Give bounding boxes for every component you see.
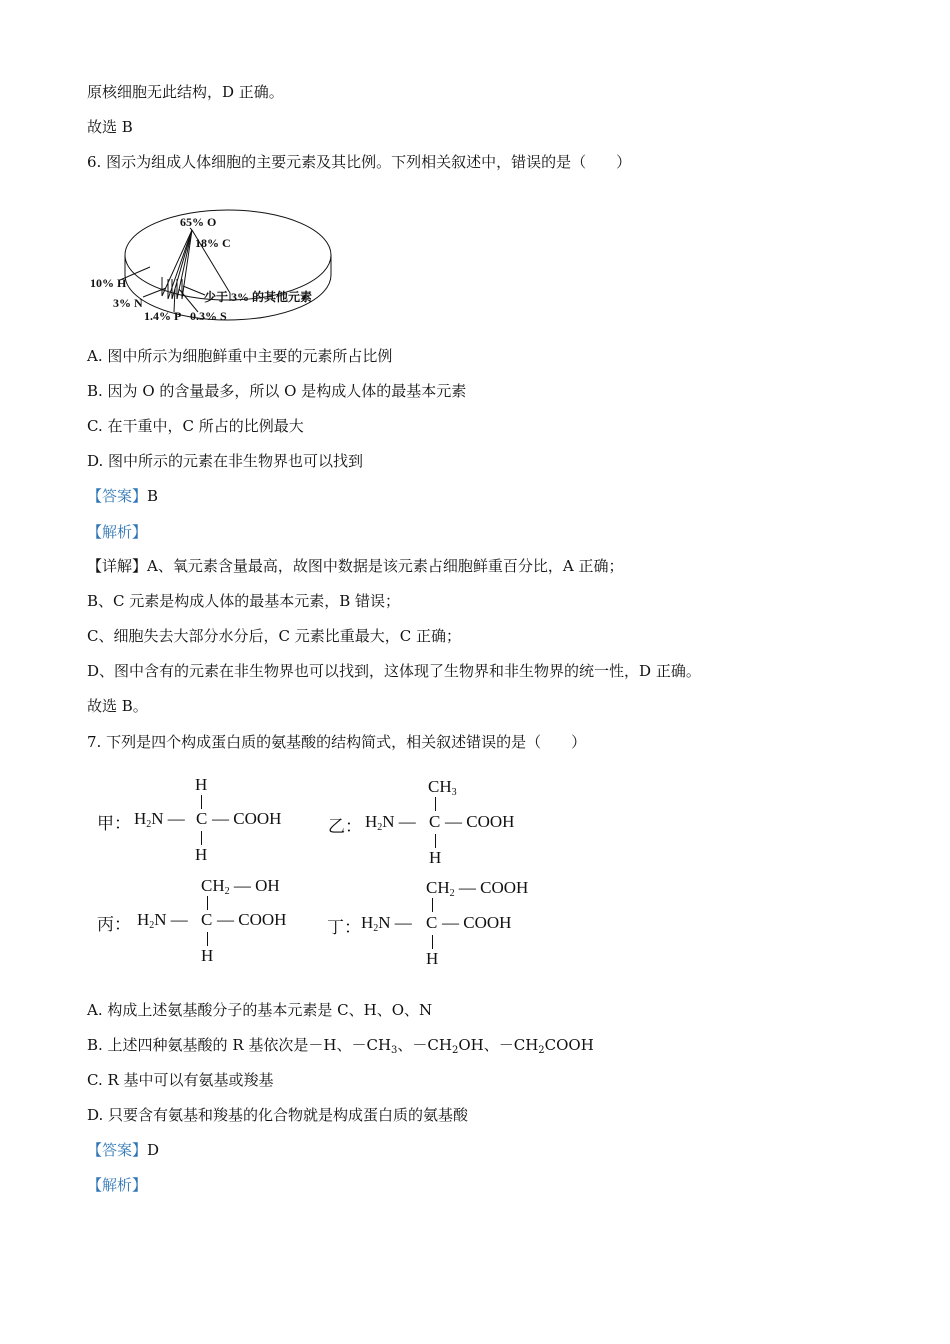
answer-tag: 【答案】 [87,487,148,505]
element-pie-chart [80,183,340,328]
molecule-name: 丁： [327,918,361,937]
label-p: 1.4% P [144,309,182,323]
carboxyl-group: — COOH [442,913,512,932]
text-line: 故选 B [87,118,133,136]
leader-other [183,286,205,295]
top-group: $CH_2$ — COOH [426,878,529,899]
molecule-yi [328,777,548,872]
bond [432,898,433,912]
bond [207,896,208,910]
bottom-group: H [195,845,208,864]
top-group: H [195,775,208,794]
option-c: C. 在干重中，C 所占的比例最大 [87,417,304,435]
carboxyl-group: — COOH [212,809,282,828]
label-o: 65% O [180,215,217,229]
alpha-carbon: C [426,913,438,932]
bond [432,935,433,949]
bond [435,797,436,811]
molecule-bing [97,876,327,971]
alpha-carbon: C [429,812,441,831]
detail-2: B、C 元素是构成人体的最基本元素，B 错误； [87,592,401,610]
label-s: 0.3% S [190,309,227,323]
answer-6 [87,486,158,506]
amino-group: $H_2N$ — [134,809,185,830]
label-h: 10% H [90,276,127,290]
question-7: 7. 下列是四个构成蛋白质的氨基酸的结构简式，相关叙述错误的是（ ） [87,733,587,751]
alpha-carbon: C [201,910,213,929]
question-6: 6. 图示为组成人体细胞的主要元素及其比例。下列相关叙述中，错误的是（ ） [87,153,632,171]
bond [435,834,436,848]
detail-tag: 【详解】 [87,557,148,575]
analysis-label: 【解析】 [87,1176,148,1194]
analysis-tag [87,522,147,542]
text-line: 原核细胞无此结构，D 正确。 [87,83,284,101]
amino-group: $H_2N$ — [361,913,412,934]
answer-value: D [147,1141,160,1159]
answer-value: B [147,487,159,505]
top-group: $CH_3$ [428,777,457,798]
label-n: 3% N [113,296,143,310]
molecule-jia [97,775,307,870]
carboxyl-group: — COOH [217,910,287,929]
q7-option-a: A. 构成上述氨基酸分子的基本元素是 C、H、O、N [87,1001,433,1019]
alpha-carbon: C [196,809,208,828]
analysis-tag-7 [87,1175,147,1195]
molecule-name: 甲： [97,814,131,833]
answer-tag: 【答案】 [87,1141,148,1159]
molecule-name: 丙： [97,915,131,934]
amino-group: $H_2N$ — [137,910,188,931]
q7-option-c: C. R 基中可以有氨基或羧基 [87,1071,274,1089]
detail-4: D、图中含有的元素在非生物界也可以找到，这体现了生物界和非生物界的统一性，D 正确。 [87,662,701,680]
detail-text: A、氧元素含量最高，故图中数据是该元素占细胞鲜重百分比，A 正确； [147,557,624,575]
q7-option-d: D. 只要含有氨基和羧基的化合物就是构成蛋白质的氨基酸 [87,1106,469,1124]
detail-3: C、细胞失去大部分水分后，C 元素比重最大，C 正确； [87,627,461,645]
bottom-group: H [201,946,214,965]
detail-5: 故选 B。 [87,697,148,715]
top-group: $CH_2$ — OH [201,876,280,897]
option-a: A. 图中所示为细胞鲜重中主要的元素所占比例 [87,347,393,365]
carboxyl-group: — COOH [445,812,515,831]
label-other: 少于 3% 的其他元素 [204,290,313,304]
pie-top [125,210,331,300]
bond [201,831,202,845]
q7-option-b: B. 上述四种氨基酸的 R 基依次是－H、$-CH_3$、$-CH_2OH$、$-CH_2COOH$ [87,1036,594,1056]
detail-1 [87,556,623,576]
molecule-ding [327,878,567,973]
option-b: B. 因为 O 的含量最多，所以 O 是构成人体的最基本元素 [87,382,467,400]
amino-group: $H_2N$ — [365,812,416,833]
bond [207,932,208,946]
molecule-name: 乙： [328,817,362,836]
option-d: D. 图中所示的元素在非生物界也可以找到 [87,452,364,470]
bond [201,795,202,809]
bottom-group: H [426,949,439,968]
bottom-group: H [429,848,442,867]
analysis-label: 【解析】 [87,523,148,541]
answer-7 [87,1140,159,1160]
label-c: 18% C [195,236,231,250]
